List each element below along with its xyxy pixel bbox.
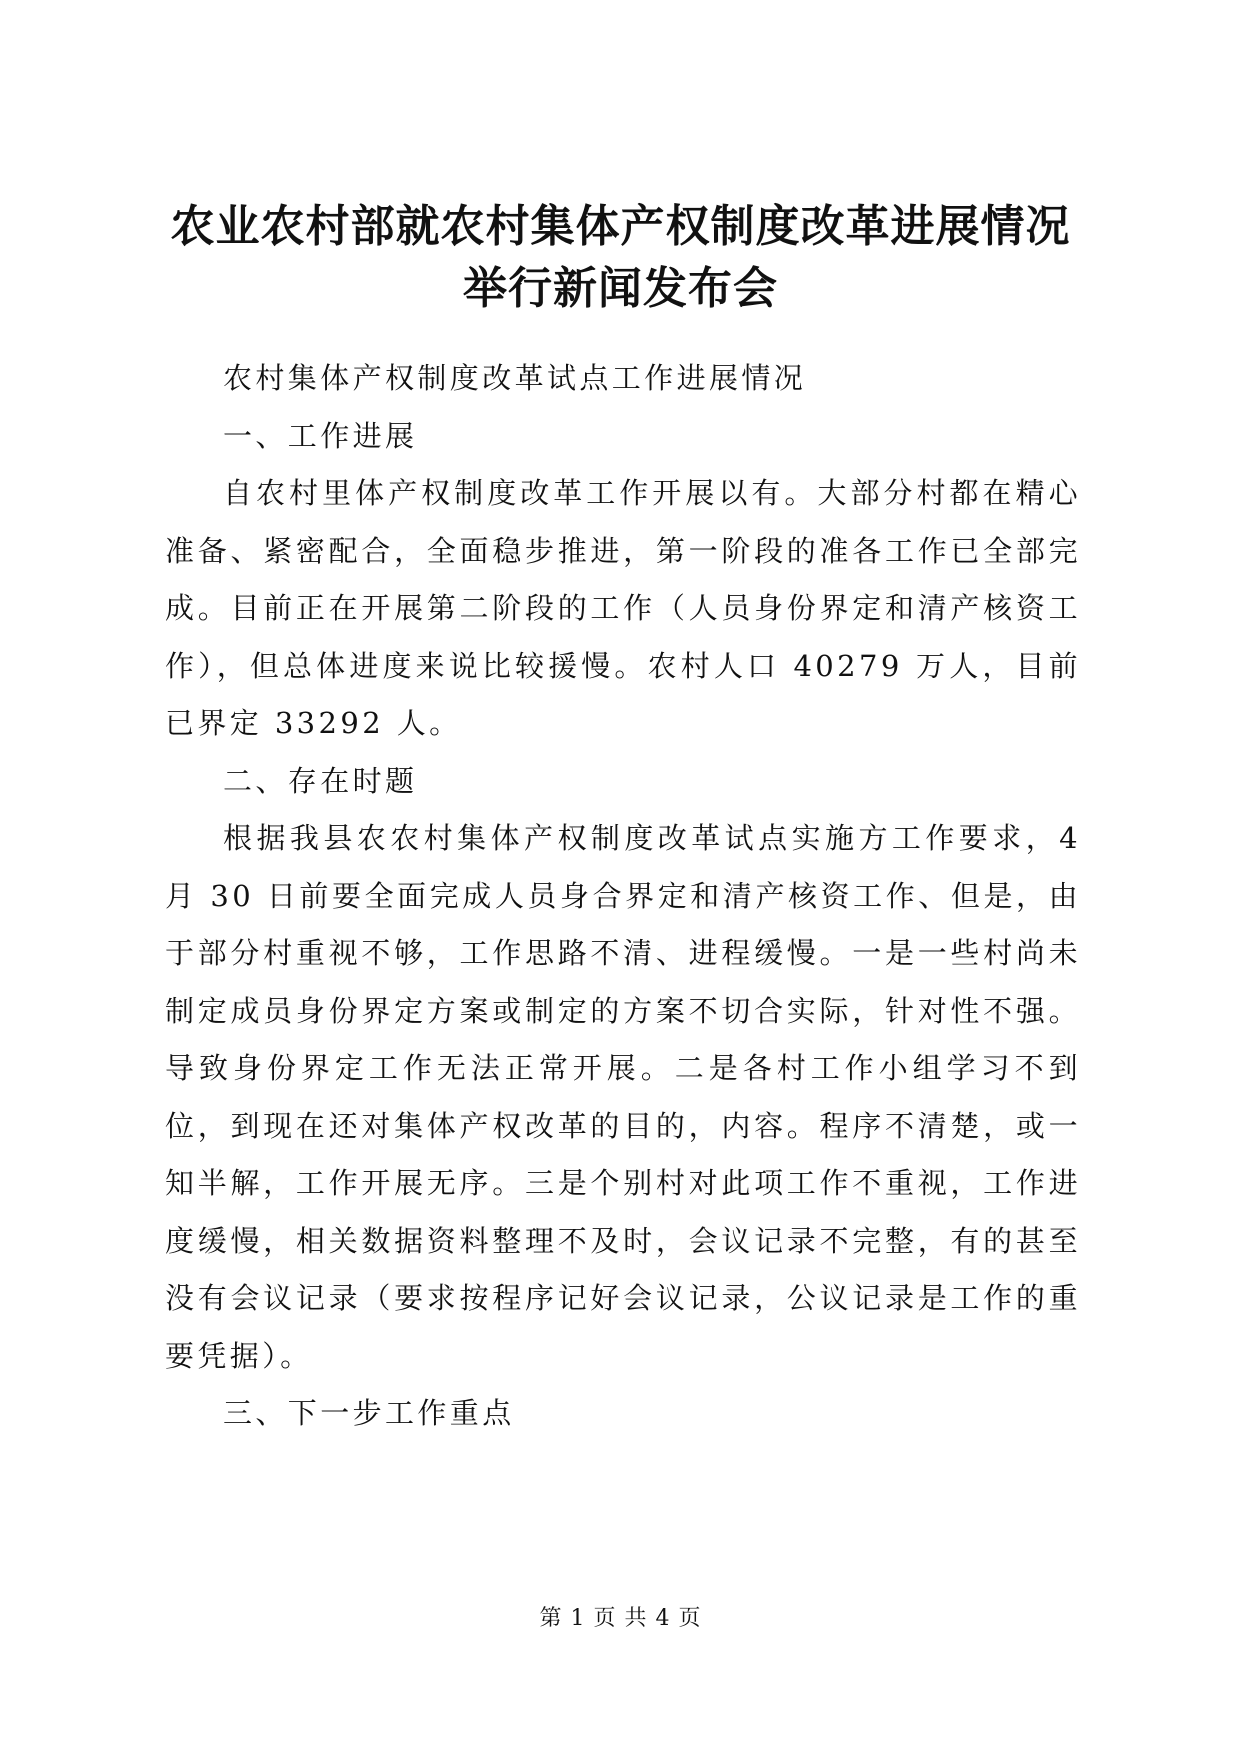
title-line-1: 农业农村部就农村集体产权制度改革进展情况 [170,201,1071,252]
page-number-footer: 第 1 页 共 4 页 [539,1606,702,1631]
subtitle-paragraph: 农村集体产权制度改革试点工作进展情况 [223,361,807,395]
section-heading-progress: 一、工作进展 [223,418,418,453]
title-line-2: 举行新闻发布会 [463,263,778,314]
document-title [140,196,1101,320]
document-body [165,350,1081,1443]
body-paragraph-problems: 根据我县农农村集体产权制度改革试点实施方工作要求，4 月 30 日前要全面完成人员身合界定和清产核资工作、但是，由于部分村重视不够，工作思路不清、进程缓慢。一是一些村尚未制定成员身份界定方案或制定的方案不切合实际，针对性不强。导致身份界定工作无法正常开展。二是各村工作小组学习不到位，到现在还对集体产权改革的目的，内容。程序不清楚，或一知半解，工作开展无序。三是个别村对此项工作不重视，工作进度缓慢，相关数据资料整理不及时，会议记录不完整，有的甚至没有会议记录（要求按程序记好会议记录，公议记录是工作的重要凭据）。 [165,821,1081,1373]
section-heading-problems: 二、存在时题 [223,763,418,798]
body-paragraph-progress: 自农村里体产权制度改革工作开展以有。大部分村都在精心准备、紧密配合，全面稳步推进，第一阶段的准各工作已全部完成。目前正在开展第二阶段的工作（人员身份界定和清产核资工作），但总体进度来说比较援慢。农村人口 40279 万人，目前已界定 33292 人。 [165,476,1081,740]
section-heading-next-steps: 三、下一步工作重点 [223,1396,515,1430]
